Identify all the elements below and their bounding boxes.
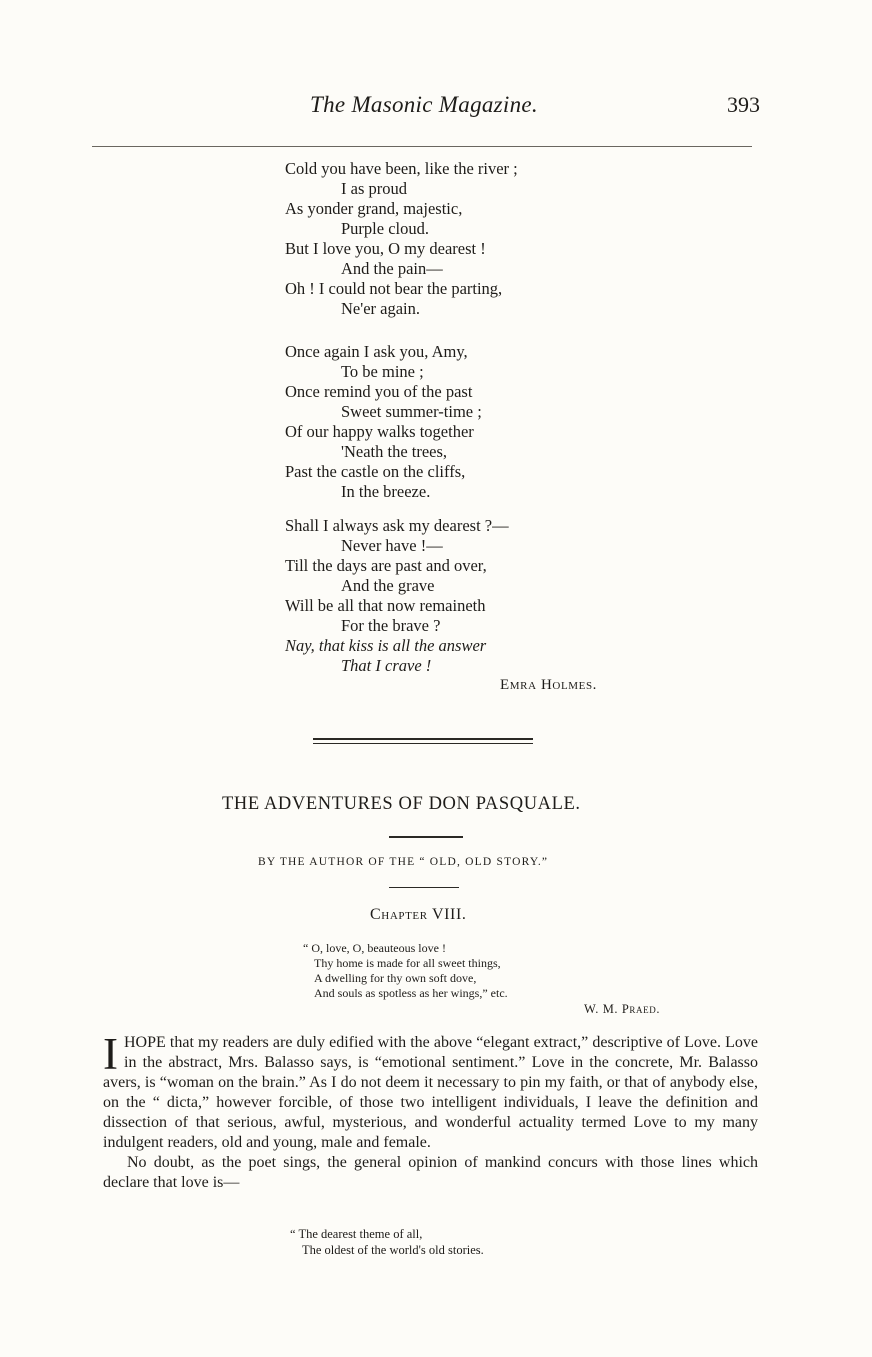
poem-line: Purple cloud. — [341, 219, 429, 238]
poem-stanza-1 — [285, 159, 518, 319]
epigraph-author: W. M. Praed. — [584, 1002, 661, 1016]
title-rule — [389, 836, 463, 838]
poem-line: That I crave ! — [341, 656, 432, 675]
paragraph-2: No doubt, as the poet sings, the general opinion of mankind concurs with those lines which declare that love is— — [103, 1154, 758, 1191]
poem-line: Nay, that kiss is all the answer — [285, 636, 487, 655]
poem-line: Cold you have been, like the river ; — [285, 159, 518, 178]
article-body — [103, 1029, 758, 1193]
poem-line: Ne'er again. — [341, 299, 421, 318]
epigraph-line: A dwelling for thy own soft dove, — [314, 971, 477, 985]
paragraph-1-text: HOPE that my readers are duly edified with the above “elegant extract,” descriptive of Love. Love in the abstract, Mrs. Balasso says, is “emotional sentiment.” Love in the concrete, Mr. Balasso avers, is “woman on the brain.” As I do not deem it necessary to pin my faith, or that of anybody else, on the “ dicta,” however forcible, of those two intelligent individuals, I leave the definition and dissection of that serious, awful, mysterious, and wonderful actuality termed Love to my many indulgent readers, old and young, male and female. — [103, 1034, 758, 1151]
poem-line: And the pain— — [341, 259, 443, 278]
poem-line: Once remind you of the past — [285, 382, 473, 401]
poem-line: I as proud — [341, 179, 407, 198]
article-byline: BY THE AUTHOR OF THE “ OLD, OLD STORY.” — [258, 856, 549, 868]
quote-line: “ The dearest theme of all, — [290, 1227, 423, 1241]
poem-line: Of our happy walks together — [285, 422, 474, 441]
poem-line: Sweet summer-time ; — [341, 402, 482, 421]
poem-line: Shall I always ask my dearest ?— — [285, 516, 509, 535]
poem-line: As yonder grand, majestic, — [285, 199, 463, 218]
poem-line: Never have !— — [341, 536, 443, 555]
drop-cap: I — [103, 1029, 118, 1079]
poem-line: To be mine ; — [341, 362, 424, 381]
epigraph-line: And souls as spotless as her wings,” etc. — [314, 986, 508, 1000]
poem-line: Oh ! I could not bear the parting, — [285, 279, 503, 298]
poem-line: 'Neath the trees, — [341, 442, 448, 461]
page-number: 393 — [727, 92, 760, 117]
poem-line: Once again I ask you, Amy, — [285, 342, 468, 361]
quote-line: The oldest of the world's old stories. — [302, 1243, 484, 1257]
chapter-heading: Chapter VIII. — [370, 906, 467, 923]
poem-line: For the brave ? — [341, 616, 441, 635]
poem-line: And the grave — [341, 576, 435, 595]
poem-line: Will be all that now remaineth — [285, 596, 486, 615]
poem-signature: Emra Holmes. — [500, 677, 598, 693]
paragraph-1 — [103, 1029, 758, 1153]
poem-line: But I love you, O my dearest ! — [285, 239, 486, 258]
poem-stanza-2 — [285, 342, 482, 502]
header-rule — [92, 146, 752, 147]
epigraph-line: Thy home is made for all sweet things, — [314, 956, 501, 970]
epigraph — [303, 941, 508, 1001]
poem-line: Till the days are past and over, — [285, 556, 487, 575]
byline-rule — [389, 887, 459, 888]
epigraph-line: “ O, love, O, beauteous love ! — [303, 941, 446, 955]
poem-stanza-3 — [285, 516, 509, 676]
running-title: The Masonic Magazine. — [310, 92, 538, 117]
article-title: THE ADVENTURES OF DON PASQUALE. — [222, 794, 581, 814]
poem-line: Past the castle on the cliffs, — [285, 462, 466, 481]
poem-line: In the breeze. — [341, 482, 431, 501]
section-divider — [313, 738, 533, 744]
block-quote — [290, 1226, 484, 1258]
